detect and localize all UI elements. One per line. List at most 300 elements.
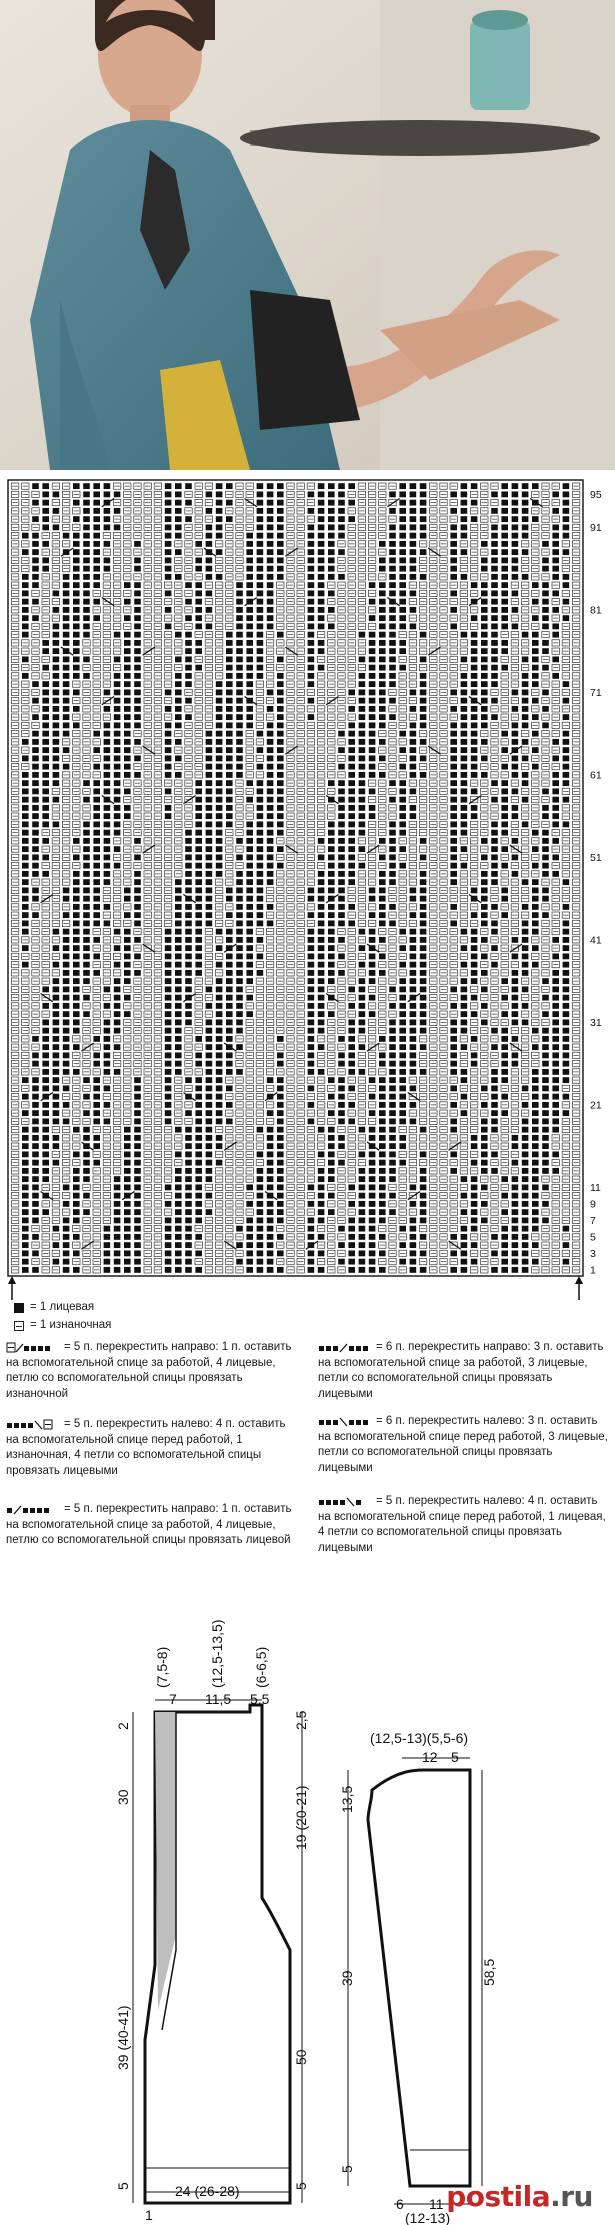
knit-cell <box>399 821 406 827</box>
knit-cell <box>389 607 396 613</box>
knit-cell <box>246 863 253 869</box>
knit-cell <box>359 764 366 770</box>
knit-cell <box>552 491 559 497</box>
knit-cell <box>32 599 39 605</box>
knit-cell <box>195 970 202 976</box>
knit-cell <box>532 483 539 489</box>
knit-cell <box>93 566 100 572</box>
knit-cell <box>522 929 529 935</box>
knit-cell <box>338 483 345 489</box>
knit-cell <box>267 830 274 836</box>
knit-cell <box>491 656 498 662</box>
knit-cell <box>491 508 498 514</box>
knit-cell <box>277 780 284 786</box>
knit-cell <box>53 962 60 968</box>
knit-cell <box>134 681 141 687</box>
knit-cell <box>359 821 366 827</box>
knit-cell <box>114 929 121 935</box>
knit-cell <box>175 549 182 555</box>
knit-cell <box>83 533 90 539</box>
knit-cell <box>481 566 488 572</box>
knit-cell <box>491 879 498 885</box>
knit-cell <box>246 854 253 860</box>
knit-cell <box>22 755 29 761</box>
knit-cell <box>83 846 90 852</box>
knit-cell <box>522 962 529 968</box>
knit-cell <box>267 813 274 819</box>
knit-cell <box>348 813 355 819</box>
knit-cell <box>318 920 325 926</box>
knit-cell <box>512 566 519 572</box>
knit-cell <box>22 582 29 588</box>
knit-cell <box>175 879 182 885</box>
knit-cell <box>175 887 182 893</box>
knit-cell <box>53 590 60 596</box>
knit-cell <box>348 772 355 778</box>
knit-cell <box>389 838 396 844</box>
knit-cell <box>257 557 264 563</box>
knit-cell <box>532 582 539 588</box>
knit-cell <box>359 673 366 679</box>
knit-cell <box>481 632 488 638</box>
knit-cell <box>308 665 315 671</box>
knit-cell <box>348 731 355 737</box>
knit-cell <box>410 731 417 737</box>
knit-cell <box>206 764 213 770</box>
knit-cell <box>42 557 49 563</box>
knit-cell <box>348 755 355 761</box>
knit-cell <box>134 904 141 910</box>
knit-cell <box>532 516 539 522</box>
knit-cell <box>420 714 427 720</box>
knit-cell <box>267 623 274 629</box>
knit-cell <box>328 830 335 836</box>
knit-cell <box>532 648 539 654</box>
knit-cell <box>420 887 427 893</box>
knit-cell <box>257 747 264 753</box>
knit-cell <box>195 648 202 654</box>
knit-cell <box>206 805 213 811</box>
knit-cell <box>104 739 111 745</box>
knit-cell <box>73 706 80 712</box>
knit-cell <box>114 698 121 704</box>
knit-cell <box>22 879 29 885</box>
knit-cell <box>461 772 468 778</box>
knit-cell <box>206 607 213 613</box>
knit-cell <box>338 904 345 910</box>
knit-cell <box>338 896 345 902</box>
knit-cell <box>175 945 182 951</box>
knit-cell <box>522 821 529 827</box>
knit-cell <box>399 582 406 588</box>
knit-cell <box>53 632 60 638</box>
knit-cell <box>42 681 49 687</box>
knit-cell <box>32 863 39 869</box>
knit-cell <box>257 797 264 803</box>
knit-cell <box>318 929 325 935</box>
knit-cell <box>308 929 315 935</box>
knit-cell <box>461 500 468 506</box>
knit-cell <box>379 953 386 959</box>
knit-cell <box>216 722 223 728</box>
knit-cell <box>63 698 70 704</box>
knit-cell <box>420 962 427 968</box>
knit-cell <box>206 813 213 819</box>
knit-cell <box>532 887 539 893</box>
knit-cell <box>226 731 233 737</box>
knit-cell <box>491 838 498 844</box>
knit-cell <box>552 797 559 803</box>
knit-cell <box>22 821 29 827</box>
knit-cell <box>185 937 192 943</box>
knit-cell <box>410 805 417 811</box>
knit-cell <box>42 483 49 489</box>
knit-cell <box>461 929 468 935</box>
knit-cell <box>501 665 508 671</box>
knit-cell <box>32 838 39 844</box>
knit-cell <box>22 854 29 860</box>
knit-cell <box>552 755 559 761</box>
knit-cell <box>563 879 570 885</box>
knit-cell <box>471 648 478 654</box>
knit-cell <box>379 854 386 860</box>
knit-cell <box>257 920 264 926</box>
knit-cell <box>32 739 39 745</box>
knit-cell <box>32 772 39 778</box>
knit-cell <box>522 953 529 959</box>
knit-cell <box>226 755 233 761</box>
knit-cell <box>318 491 325 497</box>
knit-cell <box>420 706 427 712</box>
knit-cell <box>491 623 498 629</box>
knit-cell <box>522 904 529 910</box>
knit-cell <box>195 590 202 596</box>
knit-cell <box>267 879 274 885</box>
knit-cell <box>471 673 478 679</box>
knit-cell <box>83 582 90 588</box>
knit-cell <box>42 838 49 844</box>
knit-cell <box>104 764 111 770</box>
knit-cell <box>83 615 90 621</box>
knit-cell <box>104 904 111 910</box>
knit-cell <box>359 813 366 819</box>
knit-cell <box>552 549 559 555</box>
knit-cell <box>134 772 141 778</box>
knit-cell <box>481 582 488 588</box>
knit-cell <box>195 582 202 588</box>
knit-cell <box>450 491 457 497</box>
knit-cell <box>379 599 386 605</box>
knit-cell <box>450 607 457 613</box>
knit-cell <box>83 879 90 885</box>
knit-cell <box>175 524 182 530</box>
knit-cell <box>236 755 243 761</box>
knit-cell <box>277 656 284 662</box>
knit-cell <box>93 549 100 555</box>
knit-cell <box>257 788 264 794</box>
knit-cell <box>104 755 111 761</box>
knit-cell <box>410 533 417 539</box>
knit-cell <box>93 797 100 803</box>
knit-cell <box>267 747 274 753</box>
knit-cell <box>522 656 529 662</box>
knit-cell <box>471 953 478 959</box>
knit-cell <box>491 582 498 588</box>
knit-cell <box>216 483 223 489</box>
knit-cell <box>328 912 335 918</box>
knit-cell <box>267 722 274 728</box>
knit-cell <box>369 615 376 621</box>
knit-cell <box>338 912 345 918</box>
knit-cell <box>236 714 243 720</box>
knit-cell <box>124 945 131 951</box>
knit-cell <box>124 887 131 893</box>
knit-cell <box>246 656 253 662</box>
knit-cell <box>491 615 498 621</box>
knit-cell <box>63 632 70 638</box>
knit-cell <box>257 516 264 522</box>
knit-cell <box>134 879 141 885</box>
knit-cell <box>481 912 488 918</box>
knit-cell <box>104 854 111 860</box>
knit-cell <box>53 706 60 712</box>
knit-cell <box>552 780 559 786</box>
knit-cell <box>267 805 274 811</box>
knit-cell <box>83 516 90 522</box>
knit-cell <box>22 739 29 745</box>
knit-cell <box>338 574 345 580</box>
knit-cell <box>481 557 488 563</box>
knit-cell <box>542 557 549 563</box>
knit-cell <box>114 689 121 695</box>
knit-cell <box>542 887 549 893</box>
knit-cell <box>512 722 519 728</box>
knit-cell <box>420 673 427 679</box>
knit-cell <box>501 557 508 563</box>
knit-cell <box>195 599 202 605</box>
knit-cell <box>22 805 29 811</box>
knit-cell <box>512 838 519 844</box>
knit-cell <box>491 599 498 605</box>
knit-cell <box>93 747 100 753</box>
knit-cell <box>461 483 468 489</box>
knit-cell <box>114 673 121 679</box>
knit-cell <box>389 871 396 877</box>
knit-cell <box>226 912 233 918</box>
knit-cell <box>206 920 213 926</box>
knit-cell <box>369 731 376 737</box>
knit-cell <box>552 566 559 572</box>
knit-cell <box>277 533 284 539</box>
knit-cell <box>328 937 335 943</box>
knit-cell <box>267 607 274 613</box>
knit-cell <box>501 607 508 613</box>
knit-cell <box>53 739 60 745</box>
knit-cell <box>410 516 417 522</box>
knit-cell <box>542 706 549 712</box>
knit-cell <box>246 640 253 646</box>
knit-cell <box>185 846 192 852</box>
knit-cell <box>348 805 355 811</box>
knit-cell <box>134 722 141 728</box>
knit-cell <box>420 871 427 877</box>
knit-cell <box>93 615 100 621</box>
knit-cell <box>236 582 243 588</box>
knit-cell <box>471 714 478 720</box>
knit-cell <box>399 623 406 629</box>
knit-cell <box>257 500 264 506</box>
knit-cell <box>257 566 264 572</box>
knit-cell <box>379 681 386 687</box>
knit-cell <box>22 632 29 638</box>
knit-cell <box>216 805 223 811</box>
knit-cell <box>267 846 274 852</box>
knit-cell <box>236 615 243 621</box>
knit-cell <box>83 623 90 629</box>
knit-cell <box>471 632 478 638</box>
knit-cell <box>104 483 111 489</box>
knit-cell <box>277 557 284 563</box>
knit-cell <box>124 788 131 794</box>
knit-cell <box>379 607 386 613</box>
knit-cell <box>308 714 315 720</box>
knit-cell <box>359 863 366 869</box>
knit-cell <box>165 706 172 712</box>
knit-cell <box>42 821 49 827</box>
knit-cell <box>399 665 406 671</box>
knit-cell <box>73 590 80 596</box>
knit-cell <box>216 846 223 852</box>
knit-cell <box>53 491 60 497</box>
knit-cell <box>410 508 417 514</box>
knit-cell <box>522 698 529 704</box>
knit-cell <box>175 896 182 902</box>
knit-cell <box>63 937 70 943</box>
knit-cell <box>420 491 427 497</box>
knit-cell <box>481 706 488 712</box>
knit-cell <box>257 533 264 539</box>
knit-cell <box>165 483 172 489</box>
knit-cell <box>124 747 131 753</box>
knit-cell <box>379 665 386 671</box>
knit-cell <box>277 797 284 803</box>
knit-cell <box>318 879 325 885</box>
knit-cell <box>501 623 508 629</box>
knit-cell <box>522 945 529 951</box>
knit-cell <box>389 904 396 910</box>
knit-cell <box>206 508 213 514</box>
knit-cell <box>501 615 508 621</box>
knit-cell <box>552 854 559 860</box>
knit-cell <box>134 615 141 621</box>
knit-cell <box>450 524 457 530</box>
knit-cell <box>257 871 264 877</box>
knit-cell <box>501 524 508 530</box>
knit-cell <box>32 533 39 539</box>
knit-cell <box>359 755 366 761</box>
knit-cell <box>32 854 39 860</box>
knit-cell <box>277 731 284 737</box>
knit-cell <box>410 574 417 580</box>
knit-cell <box>73 962 80 968</box>
knit-cell <box>124 805 131 811</box>
knit-cell <box>175 491 182 497</box>
knit-cell <box>552 533 559 539</box>
knit-cell <box>114 788 121 794</box>
knit-cell <box>216 747 223 753</box>
knit-cell <box>124 755 131 761</box>
knit-cell <box>318 508 325 514</box>
knit-cell <box>42 648 49 654</box>
knit-cell <box>32 731 39 737</box>
knit-cell <box>185 912 192 918</box>
knit-cell <box>185 656 192 662</box>
knit-cell <box>369 632 376 638</box>
knit-cell <box>461 508 468 514</box>
knit-cell <box>246 590 253 596</box>
knit-cell <box>379 887 386 893</box>
knit-cell <box>42 813 49 819</box>
knit-cell <box>236 962 243 968</box>
knit-cell <box>338 920 345 926</box>
knit-cell <box>63 607 70 613</box>
knit-cell <box>542 788 549 794</box>
knit-cell <box>185 698 192 704</box>
knit-cell <box>53 731 60 737</box>
knit-cell <box>216 813 223 819</box>
knit-cell <box>399 929 406 935</box>
knit-cell <box>450 830 457 836</box>
knit-cell <box>216 764 223 770</box>
knit-cell <box>42 772 49 778</box>
knit-cell <box>32 846 39 852</box>
knit-cell <box>53 772 60 778</box>
knit-cell <box>216 871 223 877</box>
knit-cell <box>522 739 529 745</box>
knit-cell <box>206 557 213 563</box>
knit-cell <box>257 491 264 497</box>
knit-cell <box>491 673 498 679</box>
knit-cell <box>257 541 264 547</box>
knit-cell <box>175 772 182 778</box>
knit-cell <box>410 764 417 770</box>
knit-cell <box>379 714 386 720</box>
knit-cell <box>165 731 172 737</box>
knit-cell <box>175 722 182 728</box>
knit-cell <box>165 755 172 761</box>
knit-cell <box>369 640 376 646</box>
knit-cell <box>22 830 29 836</box>
knit-cell <box>93 871 100 877</box>
knit-cell <box>185 879 192 885</box>
knit-cell <box>471 747 478 753</box>
knit-cell <box>175 698 182 704</box>
knit-cell <box>471 516 478 522</box>
knit-cell <box>328 607 335 613</box>
model-photo <box>0 0 615 470</box>
knit-cell <box>226 772 233 778</box>
knit-cell <box>83 920 90 926</box>
knit-cell <box>552 508 559 514</box>
knit-cell <box>512 731 519 737</box>
knit-cell <box>246 689 253 695</box>
knit-cell <box>277 755 284 761</box>
knit-cell <box>124 599 131 605</box>
knit-cell <box>410 706 417 712</box>
knit-cell <box>165 929 172 935</box>
knit-cell <box>491 920 498 926</box>
knit-cell <box>348 830 355 836</box>
